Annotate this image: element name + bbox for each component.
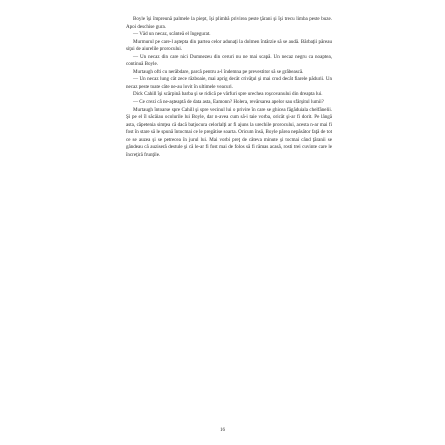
paragraph-6: — Un necaz lung cât zece războaie, mai aprig decât crivăţul şi mai crud decât fiarele pădurii. Un necaz peste toate câte ne-au lovit în ultimele veacuri. [126, 76, 332, 90]
paragraph-2: — Văd un necaz, scânteă el îngegurat. [133, 31, 211, 38]
paragraph-4: — Un necaz din care nici Dumnezeu din ceruri nu ne mai scapă. Un necaz negru ca noaptea, continuă Boyle. [126, 53, 332, 68]
paragraph-3: Murmurul pe care-l aştepta din partea celor adunaţi la dolmen întârzie să se audă. Bărbaţii păreau siţui de aiurelile prorocului. [126, 38, 332, 53]
body-text [126, 16, 332, 159]
paragraph-5: Murtaugh ofti cu nerăbdare, parcă pentru a-l îndemna pe prevestitor să se grăbească. [133, 68, 304, 75]
paragraph-8: — Ce crezi că ne-aşteaptă de data asta, Eamonn? Holera, revărsarea apelor sau sfârşitul lumii? [133, 99, 324, 106]
page-number: 16 [220, 428, 225, 433]
paragraph-1: Boyle îşi împreună palmele la piept, îşi plimbă privirea peste ţărani şi îşi trecu limba peste buze. Apoi deschise gura. [126, 16, 332, 30]
paragraph-9: Murtaugh întoarse spre Cahill şi spre vecinul lui o privire în care se ghicea făgăduiala chelfănelii. Şi pe el îl săcâiau ocolurile lui Boyle, dar n-avea cum să-i taie vorba, oricât şi-ar fi dorit. Pe lângă asta, căpetenia simţea că dacă batjocura celorlalţi ar fi ajuns la urechile prorocului, acesta n-ar mai fi fost în stare să le spună întocmai ce le pregătise soarta. Oricum însă, Boyle părea nepăsător faţă de tot ce se auzea şi se petrecea în jurul lui. Mai vorbi preţ de câteva minute şi tocmai când ţăranii se gândeau că auziseră destule şi că le-ar fi fost mai de folos să fi rămas acasă, rosti trei cuvinte care le încreţiră frunţile. [126, 106, 332, 158]
paragraph-7: Dick Cahill îşi scărpină barba şi se ridică pe vârfuri spre urechea roşcovanului din dreapta lui. [133, 91, 323, 98]
